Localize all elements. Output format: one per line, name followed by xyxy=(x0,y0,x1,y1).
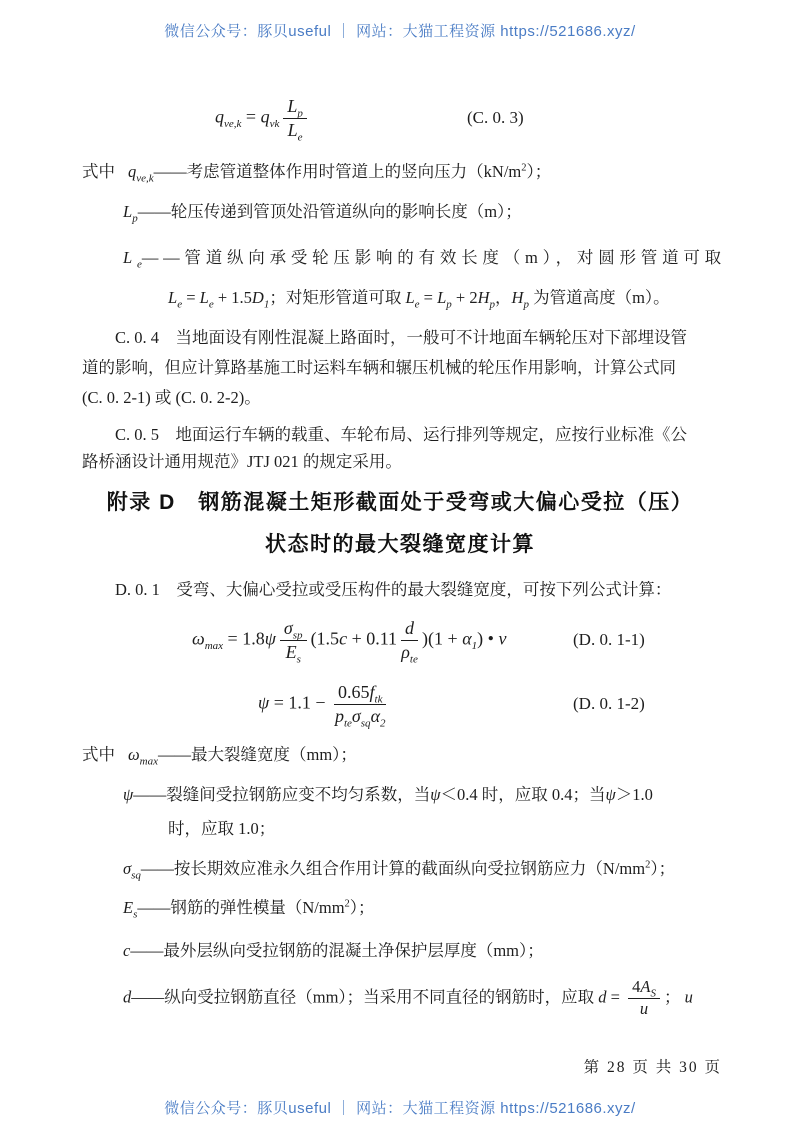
text-run: ＞1.0 xyxy=(615,785,653,804)
math-variable: ψ xyxy=(258,692,270,713)
appendix-d-title-line2: 状态时的最大裂缝宽度计算 xyxy=(265,533,535,556)
note-le-formula xyxy=(168,288,670,311)
text-run: ——管道纵向承受轮压影响的有效长度（m），对圆形管道可取 xyxy=(141,248,726,267)
math-subscript: sq xyxy=(131,869,141,882)
math-variable: H xyxy=(477,288,490,307)
math-variable: ρ xyxy=(401,641,410,662)
math-subscript: 1 xyxy=(471,639,478,652)
para-c04-line1: C. 0. 4 当地面设有刚性混凝上路面时，一般可不计地面车辆轮压对下部埋设管 xyxy=(115,328,688,347)
text-run: 时，应取 1.0； xyxy=(168,819,276,838)
formula-d012-row xyxy=(82,676,722,732)
notes-d-line-omega xyxy=(82,741,722,769)
text-run: ； xyxy=(663,986,685,1006)
formula-d011-row xyxy=(82,610,722,670)
math-variable: E xyxy=(285,641,297,662)
para-c04-line2: 道的影响，但应计算路基施工时运料车辆和辗压机械的轮压作用影响，计算公式同 xyxy=(82,358,676,377)
header-watermark: 微信公众号：豚贝useful ｜ 网站：大猫工程资源 https://521686.xyz/ xyxy=(164,23,636,40)
notes-c-line-le xyxy=(82,244,763,272)
notes-d-line-c xyxy=(82,937,763,965)
math-subscript: max xyxy=(204,639,224,652)
math-variable: f xyxy=(369,681,375,702)
text-run: ——裂缝间受拉钢筋应变不均匀系数，当 xyxy=(133,785,431,804)
math-variable: ψ xyxy=(264,628,276,649)
text-run: + 2 xyxy=(451,288,478,307)
math-variable: σ xyxy=(283,617,293,638)
text-run: + 0.11 xyxy=(347,628,398,649)
math-subscript: sp xyxy=(292,629,303,642)
para-c05-line1: C. 0. 5 地面运行车辆的载重、车轮布局、运行排列等规定，应按行业标准《公 xyxy=(115,425,688,444)
math-variable: L xyxy=(287,119,298,140)
math-subscript: 1 xyxy=(263,298,270,311)
math-subscript: te xyxy=(409,653,418,666)
math-variable: p xyxy=(334,705,344,726)
text-run: = xyxy=(606,986,625,1006)
notes-d-line-psi2 xyxy=(82,815,800,843)
math-subscript: sq xyxy=(360,717,371,730)
text-run: ＜0.4 时，应取 0.4；当 xyxy=(440,785,606,804)
math-variable: d xyxy=(123,986,132,1006)
math-variable: σ xyxy=(123,859,132,878)
math-subscript: vk xyxy=(269,117,280,130)
math-variable: L xyxy=(168,288,178,307)
math-variable: ψ xyxy=(605,785,616,804)
math-superscript: 2 xyxy=(521,162,527,174)
text-run: ——最外层纵向受拉钢筋的混凝土净保护层厚度（mm）； xyxy=(130,941,544,960)
math-subscript: e xyxy=(177,298,183,311)
fraction-numerator xyxy=(401,618,418,641)
math-variable: α xyxy=(370,705,381,726)
notes-d-line-es xyxy=(82,894,763,922)
math-subscript: te xyxy=(343,717,352,730)
math-variable: ψ xyxy=(123,785,134,804)
note-es xyxy=(123,898,375,921)
notes-d-line-d xyxy=(82,976,763,1020)
fraction-denominator xyxy=(640,999,648,1019)
math-variable: v xyxy=(498,628,507,649)
math-subscript: tk xyxy=(374,693,383,706)
math-subscript: max xyxy=(139,755,158,768)
math-subscript: p xyxy=(132,212,138,225)
math-variable: L xyxy=(123,248,137,267)
text-run: ——按长期效应准永久组合作用计算的截面纵向受拉钢筋应力（N/mm xyxy=(140,859,646,878)
para-c04-line3: (C. 0. 2-1) 或 (C. 0. 2-2)。 xyxy=(82,388,261,407)
math-variable: u xyxy=(684,986,693,1006)
note-psi xyxy=(123,785,653,804)
math-variable: q xyxy=(128,162,137,181)
math-variable: ω xyxy=(128,745,140,764)
note-lp xyxy=(123,202,522,225)
math-variable: q xyxy=(260,106,270,127)
math-superscript: 2 xyxy=(344,898,350,910)
text-run: 4 xyxy=(632,976,641,996)
math-superscript: 2 xyxy=(645,859,651,871)
fraction xyxy=(628,978,660,1019)
math-variable: L xyxy=(405,288,415,307)
math-subscript: s xyxy=(133,908,138,921)
notes-d-line-sigma xyxy=(82,855,763,883)
math-variable: q xyxy=(215,106,224,127)
text-run: = xyxy=(182,288,200,307)
math-variable: E xyxy=(123,898,134,917)
math-subscript: 2 xyxy=(380,717,386,730)
fraction-denominator xyxy=(401,641,418,666)
notes-d-line-psi xyxy=(82,781,763,809)
note-sigma-sq xyxy=(123,859,676,882)
text-run: = 1.8 xyxy=(223,628,265,649)
fraction-numerator xyxy=(283,96,307,119)
math-variable: ω xyxy=(192,628,205,649)
text-run: 为管道高度（m）。 xyxy=(528,288,670,307)
formula-d012 xyxy=(258,681,390,730)
note-c xyxy=(123,941,544,960)
math-subscript: S xyxy=(650,986,656,999)
notes-lead: 式中 xyxy=(82,162,115,181)
math-variable: c xyxy=(339,628,348,649)
note-psi-cont xyxy=(168,819,275,838)
text-run: = xyxy=(419,288,438,307)
math-variable: L xyxy=(437,288,447,307)
math-variable: ψ xyxy=(430,785,441,804)
formula-d011-label: (D. 0. 1-1) xyxy=(573,630,645,649)
math-variable: D xyxy=(251,288,264,307)
text-run: ；对矩形管道可取 xyxy=(269,288,406,307)
fraction xyxy=(283,95,307,144)
notes-c-line-le2 xyxy=(82,284,800,312)
notes-c-line-lp xyxy=(82,198,763,226)
math-variable: L xyxy=(123,202,133,221)
math-variable: α xyxy=(462,628,472,649)
note-omega xyxy=(128,745,357,768)
fraction-denominator xyxy=(285,641,301,666)
notes-c-line-q xyxy=(82,158,722,186)
math-variable: u xyxy=(639,998,649,1018)
math-subscript: e xyxy=(136,258,142,271)
fraction-numerator xyxy=(280,618,307,641)
math-subscript: p xyxy=(523,298,529,311)
math-subscript: ve,k xyxy=(136,172,154,185)
text-run: + 1.5 xyxy=(213,288,252,307)
math-subscript: p xyxy=(446,298,452,311)
para-c05-line2: 路桥涵设计通用规范》JTJ 021 的规定采用。 xyxy=(82,452,402,471)
d01-intro: D. 0. 1 受弯、大偏心受拉或受压构件的最大裂缝宽度，可按下列公式计算： xyxy=(115,580,672,599)
math-subscript: p xyxy=(489,298,496,311)
fraction xyxy=(401,617,418,666)
text-run: ——纵向受拉钢筋直径（mm）；当采用不同直径的钢筋时，应取 xyxy=(131,986,599,1006)
math-variable: c xyxy=(123,941,131,960)
text-run: )(1 + xyxy=(422,628,463,649)
formula-c03-row xyxy=(82,89,722,147)
text-run: 0.65 xyxy=(338,681,370,702)
formula-c03-label: (C. 0. 3) xyxy=(467,108,524,127)
text-run: = 1.1 − xyxy=(269,692,330,713)
text-run: ——轮压传递到管顶处沿管道纵向的影响长度（m）； xyxy=(137,202,522,221)
footer-watermark: 微信公众号：豚贝useful ｜ 网站：大猫工程资源 https://521686.xyz/ xyxy=(164,1100,636,1117)
math-subscript: p xyxy=(297,107,303,120)
fraction-denominator xyxy=(334,705,386,730)
fraction-numerator xyxy=(628,978,660,999)
text-run: ）； xyxy=(349,898,375,917)
math-subscript: e xyxy=(208,298,214,311)
text-run: = xyxy=(241,106,261,127)
notes-lead: 式中 xyxy=(82,745,115,764)
text-run: ）； xyxy=(526,162,552,181)
math-variable: A xyxy=(640,976,651,996)
text-run: ）； xyxy=(650,859,676,878)
fraction-denominator xyxy=(287,119,303,144)
note-qvek xyxy=(128,162,552,185)
math-subscript: s xyxy=(296,653,301,666)
math-variable: H xyxy=(511,288,524,307)
fraction-numerator xyxy=(334,682,386,705)
page-number: 第 28 页 共 30 页 xyxy=(583,1059,722,1076)
math-variable: L xyxy=(199,288,209,307)
text-run: ， xyxy=(495,288,512,307)
math-variable: σ xyxy=(351,705,361,726)
text-run: ——钢筋的弹性模量（N/mm xyxy=(137,898,345,917)
fraction xyxy=(334,681,386,730)
text-run: (1.5 xyxy=(310,628,340,649)
note-le xyxy=(123,248,726,271)
math-variable: d xyxy=(598,986,607,1006)
note-d xyxy=(123,978,693,1019)
text-run: ) • xyxy=(477,628,499,649)
text-run: ——最大裂缝宽度（mm）； xyxy=(157,745,357,764)
math-subscript: e xyxy=(297,131,303,144)
math-subscript: e xyxy=(414,298,420,311)
appendix-d-title-line1: 附录 D 钢筋混凝土矩形截面处于受弯或大偏心受拉（压） xyxy=(106,491,694,514)
fraction xyxy=(280,617,307,666)
math-variable: L xyxy=(287,95,298,116)
formula-c03 xyxy=(215,95,311,144)
formula-d012-label: (D. 0. 1-2) xyxy=(573,694,645,713)
formula-d011 xyxy=(192,617,507,666)
text-run: ——考虑管道整体作用时管道上的竖向压力（kN/m xyxy=(153,162,522,181)
math-variable: d xyxy=(405,617,415,638)
math-subscript: ve,k xyxy=(224,117,242,130)
